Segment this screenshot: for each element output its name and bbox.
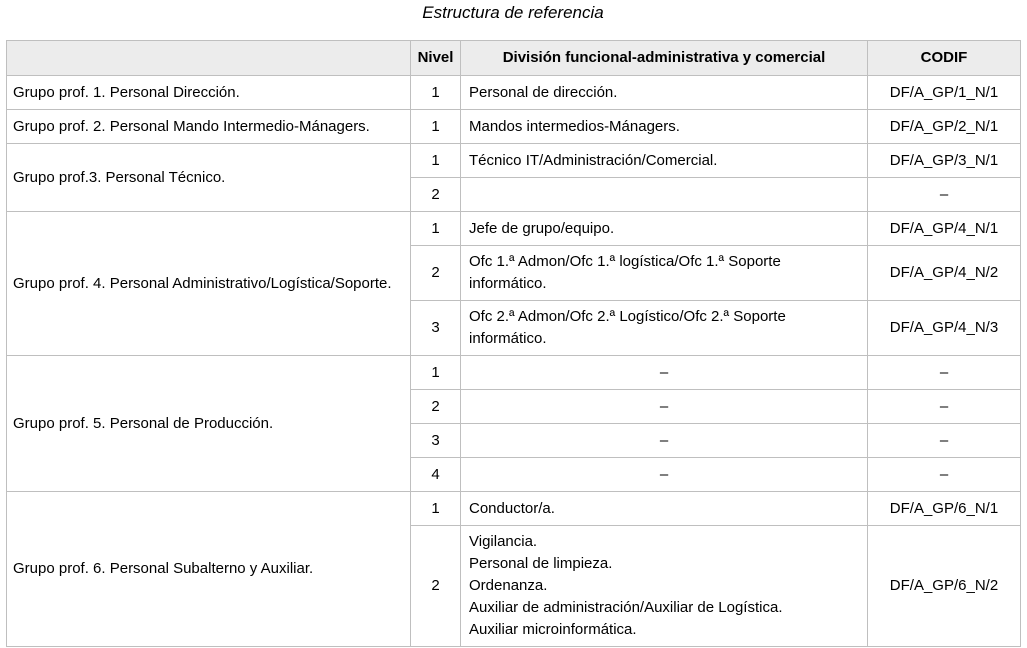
group-name-cell: Grupo prof. 6. Personal Subalterno y Auxiliar. [7, 492, 411, 647]
nivel-cell: 3 [411, 301, 461, 356]
nivel-cell: 4 [411, 458, 461, 492]
division-cell [461, 178, 868, 212]
division-cell [461, 76, 868, 110]
column-header: División funcional-administrativa y comercial [461, 41, 868, 76]
column-header: Nivel [411, 41, 461, 76]
codif-cell: – [868, 424, 1021, 458]
column-header: CODIF [868, 41, 1021, 76]
division-line: Mandos intermedios-Mánagers. [469, 117, 680, 135]
nivel-cell: 1 [411, 144, 461, 178]
codif-cell: DF/A_GP/3_N/1 [868, 144, 1021, 178]
nivel-cell: 1 [411, 356, 461, 390]
division-line: Conductor/a. [469, 499, 555, 517]
division-line: Ordenanza. [469, 577, 548, 594]
division-cell [461, 246, 868, 301]
codif-cell: – [868, 390, 1021, 424]
codif-cell: DF/A_GP/6_N/2 [868, 526, 1021, 647]
nivel-cell: 1 [411, 110, 461, 144]
division-line: – [659, 465, 669, 483]
nivel-cell: 2 [411, 526, 461, 647]
codif-cell: DF/A_GP/4_N/3 [868, 301, 1021, 356]
division-cell [461, 212, 868, 246]
codif-cell: DF/A_GP/6_N/1 [868, 492, 1021, 526]
table-row [7, 492, 1021, 526]
codif-cell: DF/A_GP/4_N/1 [868, 212, 1021, 246]
nivel-cell: 2 [411, 178, 461, 212]
nivel-cell: 1 [411, 492, 461, 526]
division-cell [461, 110, 868, 144]
codif-cell: – [868, 458, 1021, 492]
table-header [7, 41, 1021, 76]
codif-cell: – [868, 178, 1021, 212]
reference-table [6, 40, 1021, 647]
group-name-cell: Grupo prof. 1. Personal Dirección. [7, 76, 411, 110]
division-cell [461, 356, 868, 390]
division-cell [461, 301, 868, 356]
division-cell [461, 526, 868, 647]
division-line: – [659, 397, 669, 415]
codif-cell: DF/A_GP/2_N/1 [868, 110, 1021, 144]
division-cell [461, 492, 868, 526]
page-title: Estructura de referencia [422, 3, 604, 22]
nivel-cell: 2 [411, 246, 461, 301]
division-line: Jefe de grupo/equipo. [469, 219, 615, 237]
division-line: Técnico IT/Administración/Comercial. [469, 151, 718, 169]
codif-cell: – [868, 356, 1021, 390]
codif-cell: DF/A_GP/1_N/1 [868, 76, 1021, 110]
nivel-cell: 1 [411, 76, 461, 110]
division-line: Ofc 2.ª Admon/Ofc 2.ª Logístico/Ofc 2.ª Soporte informático. [469, 308, 786, 347]
division-line: – [659, 431, 669, 449]
division-line: Ofc 1.ª Admon/Ofc 1.ª logística/Ofc 1.ª Soporte informático. [469, 253, 781, 292]
nivel-cell: 3 [411, 424, 461, 458]
group-name-cell: Grupo prof.3. Personal Técnico. [7, 144, 411, 212]
division-line: Personal de limpieza. [469, 555, 613, 572]
division-line: Vigilancia. [469, 533, 538, 550]
division-line: Personal de dirección. [469, 83, 618, 101]
division-cell [461, 424, 868, 458]
table-row [7, 356, 1021, 390]
division-cell [461, 390, 868, 424]
table-row [7, 110, 1021, 144]
table-body [7, 76, 1021, 647]
division-line: – [659, 363, 669, 381]
table-row [7, 144, 1021, 178]
table-row [7, 212, 1021, 246]
nivel-cell: 2 [411, 390, 461, 424]
division-cell [461, 144, 868, 178]
group-name-cell: Grupo prof. 5. Personal de Producción. [7, 356, 411, 492]
group-name-cell: Grupo prof. 2. Personal Mando Intermedio-Mánagers. [7, 110, 411, 144]
table-row [7, 76, 1021, 110]
group-name-cell: Grupo prof. 4. Personal Administrativo/Logística/Soporte. [7, 212, 411, 356]
division-cell [461, 458, 868, 492]
nivel-cell: 1 [411, 212, 461, 246]
division-line: Auxiliar de administración/Auxiliar de Logística. [469, 599, 783, 616]
header-row [7, 41, 1021, 76]
codif-cell: DF/A_GP/4_N/2 [868, 246, 1021, 301]
division-line: Auxiliar microinformática. [469, 621, 637, 638]
column-header [7, 41, 411, 76]
